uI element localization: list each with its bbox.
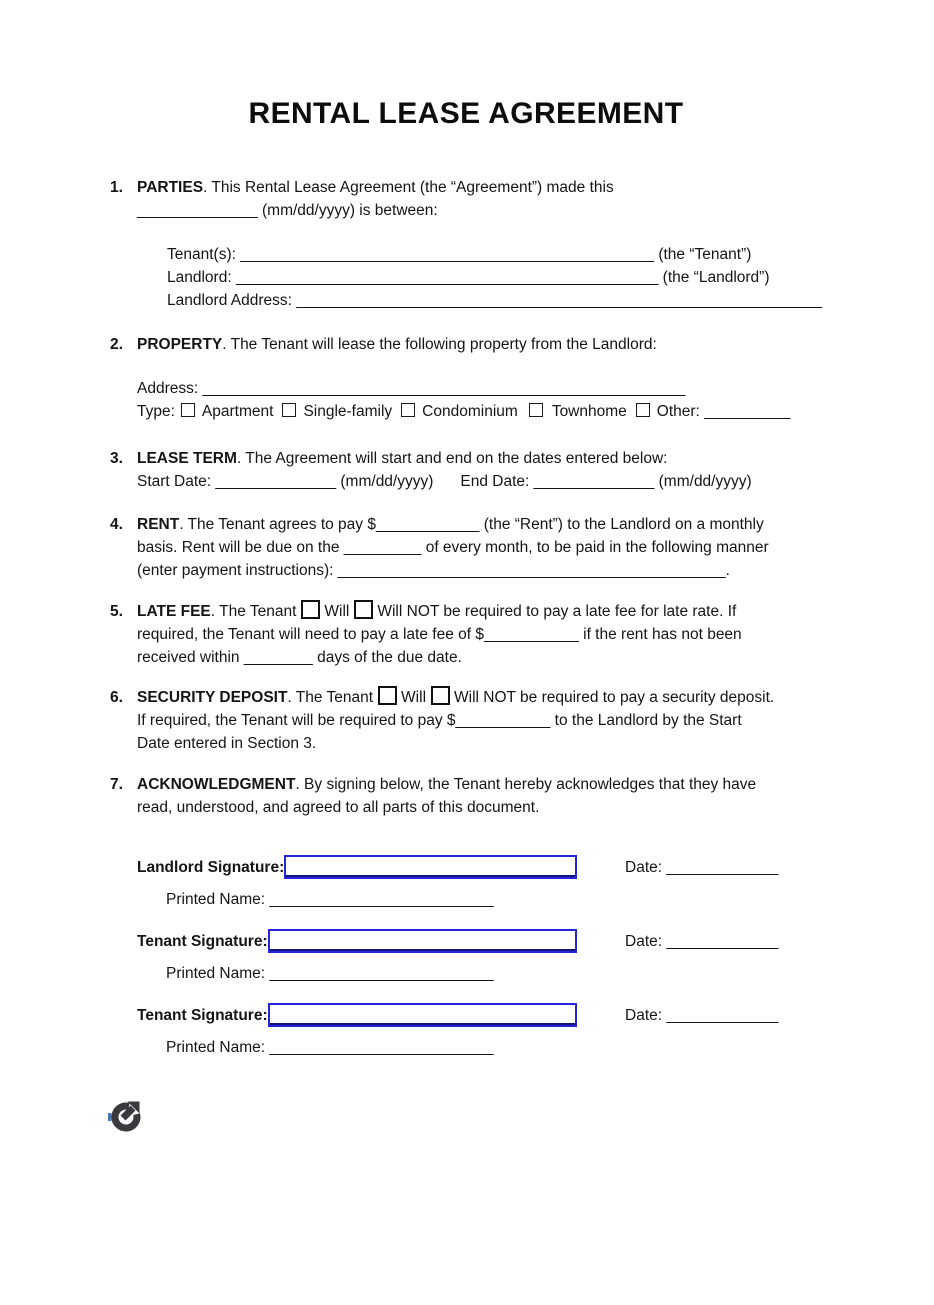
printed-name-label: Printed Name: [166, 965, 270, 982]
printed-name-blank: __________________________ [269, 891, 494, 908]
landlord-address-blank: _____________________________________________________________ [296, 292, 823, 309]
tenant-label: Tenant(s): [167, 246, 241, 263]
checkbox-townhome[interactable] [529, 403, 543, 417]
section-number: 3. [110, 450, 123, 467]
section-text: . The Agreement will start and end on the dates entered below: [236, 450, 668, 467]
end-date-label: End Date: [460, 473, 534, 490]
section-text: (the “Rent”) to the Landlord on a monthly [479, 516, 764, 533]
signature-left-group [137, 929, 577, 953]
tenant-signature-row-2 [137, 1003, 822, 1027]
security-deposit-line-3 [137, 732, 822, 755]
section-text: . The Tenant will lease the following property from the Landlord: [222, 336, 657, 353]
payment-instructions-blank: _____________________________________________ [337, 562, 726, 579]
footer [108, 1099, 822, 1139]
other-label: Other: [656, 403, 705, 420]
section-parties [110, 176, 822, 312]
rent-due-day-blank: _________ [343, 539, 422, 556]
tenant-name-blank: ________________________________________________ [240, 246, 655, 263]
section-text: . [725, 562, 730, 579]
tenant-signature-label: Tenant Signature: [137, 932, 268, 950]
security-deposit-line-1 [137, 686, 822, 709]
section-number: 7. [110, 776, 123, 793]
will-label: Will [324, 603, 350, 620]
checkbox-apartment[interactable] [181, 403, 195, 417]
section-heading: LATE FEE [137, 603, 211, 620]
checkbox-late-fee-will-not[interactable] [354, 600, 373, 619]
landlord-label: Landlord: [167, 269, 236, 286]
checkbox-deposit-will[interactable] [378, 686, 397, 705]
date-format-hint: (mm/dd/yyyy) [336, 473, 434, 490]
section-rent [110, 513, 822, 582]
start-date-label: Start Date: [137, 473, 216, 490]
late-fee-line-1 [137, 600, 822, 623]
checkbox-single-family[interactable] [282, 403, 296, 417]
section-heading: ACKNOWLEDGMENT [137, 776, 296, 793]
landlord-paren: (the “Landlord”) [658, 269, 770, 286]
section-text: . The Tenant [210, 603, 297, 620]
tenant-printed-name-line-1 [166, 962, 822, 985]
printed-name-blank: __________________________ [269, 965, 494, 982]
circular-arrow-logo-icon [108, 1099, 142, 1135]
tenant-printed-name-line-2 [166, 1036, 822, 1059]
section-text: days of the due date. [312, 649, 462, 666]
property-type-line [137, 400, 822, 423]
signature-date-group [625, 930, 778, 953]
tenant-line [167, 243, 822, 266]
landlord-name-blank: _________________________________________________ [235, 269, 659, 286]
parties-fields [167, 243, 822, 312]
section-security-deposit [110, 686, 822, 755]
acknowledgment-line-1 [137, 773, 822, 796]
landlord-printed-name-line [166, 888, 822, 911]
address-blank: ________________________________________________________ [202, 380, 686, 397]
section-text: received within [137, 649, 244, 666]
late-fee-line-2 [137, 623, 822, 646]
signature-date-group [625, 856, 778, 879]
rent-amount-blank: ____________ [375, 516, 480, 533]
parties-date-line [137, 199, 822, 222]
section-property [110, 333, 822, 423]
late-fee-line-3 [137, 646, 822, 669]
landlord-address-label: Landlord Address: [167, 292, 297, 309]
landlord-signature-field[interactable] [284, 855, 577, 879]
type-option-label: Townhome [551, 403, 627, 420]
checkbox-condominium[interactable] [401, 403, 415, 417]
section-text: If required, the Tenant will be required to pay $ [137, 712, 456, 729]
security-deposit-line-2 [137, 709, 822, 732]
section-text: . By signing below, the Tenant hereby acknowledges that they have [295, 776, 757, 793]
signature-left-group [137, 855, 577, 879]
grace-days-blank: ________ [243, 649, 313, 666]
section-number: 5. [110, 603, 123, 620]
property-intro-line [137, 333, 822, 356]
section-text: Date entered in Section 3. [137, 735, 317, 752]
section-lease-term [110, 447, 822, 493]
section-heading: PROPERTY [137, 336, 223, 353]
date-blank: _____________ [666, 858, 779, 876]
address-label: Address: [137, 380, 203, 397]
will-label: Will [401, 689, 427, 706]
section-late-fee [110, 600, 822, 669]
checkbox-deposit-will-not[interactable] [431, 686, 450, 705]
section-text: basis. Rent will be due on the [137, 539, 344, 556]
section-heading: SECURITY DEPOSIT [137, 689, 288, 706]
end-date-blank: ______________ [533, 473, 655, 490]
landlord-signature-row [137, 855, 822, 879]
section-text: . The Tenant agrees to pay $ [179, 516, 376, 533]
signature-date-group [625, 1004, 778, 1027]
section-number: 2. [110, 336, 123, 353]
lease-dates-line [137, 470, 822, 493]
section-heading: RENT [137, 516, 180, 533]
agreement-date-blank: ______________ [137, 202, 258, 219]
rent-line-2 [137, 536, 822, 559]
section-text: Will NOT be required to pay a late fee for late rate. If [377, 603, 737, 620]
section-heading: PARTIES [137, 179, 204, 196]
section-text: (enter payment instructions): [137, 562, 338, 579]
date-blank: _____________ [666, 932, 779, 950]
date-format-hint: (mm/dd/yyyy) [654, 473, 752, 490]
signature-left-group [137, 1003, 577, 1027]
date-label: Date: [625, 858, 667, 876]
deposit-amount-blank: ___________ [455, 712, 551, 729]
tenant-signature-row-1 [137, 929, 822, 953]
section-number: 6. [110, 689, 123, 706]
section-number: 4. [110, 516, 123, 533]
printed-name-label: Printed Name: [166, 891, 270, 908]
other-type-blank: __________ [704, 403, 791, 420]
acknowledgment-line-2 [137, 796, 822, 819]
document-title: RENTAL LEASE AGREEMENT [248, 97, 684, 130]
tenant-signature-field-1[interactable] [268, 929, 577, 953]
landlord-line [167, 266, 822, 289]
section-text: . This Rental Lease Agreement (the “Agreement”) made this [203, 179, 614, 196]
checkbox-other[interactable] [636, 403, 650, 417]
parties-intro-line [137, 176, 822, 199]
section-number: 1. [110, 179, 123, 196]
tenant-signature-label: Tenant Signature: [137, 1006, 268, 1024]
section-text: . The Tenant [287, 689, 374, 706]
section-heading: LEASE TERM [137, 450, 237, 467]
landlord-signature-label: Landlord Signature: [137, 858, 285, 876]
section-text: required, the Tenant will need to pay a late fee of $ [137, 626, 484, 643]
section-text: Will NOT be required to pay a security deposit. [454, 689, 775, 706]
section-text: (mm/dd/yyyy) is between: [257, 202, 438, 219]
lease-term-intro-line [137, 447, 822, 470]
document-page [0, 96, 934, 1139]
checkbox-late-fee-will[interactable] [301, 600, 320, 619]
date-label: Date: [625, 932, 667, 950]
date-label: Date: [625, 1006, 667, 1024]
section-acknowledgment [110, 773, 822, 819]
type-option-label: Apartment [201, 403, 274, 420]
rent-line-1 [137, 513, 822, 536]
date-blank: _____________ [666, 1006, 779, 1024]
late-fee-amount-blank: ___________ [483, 626, 579, 643]
section-text: to the Landlord by the Start [550, 712, 742, 729]
printed-name-blank: __________________________ [269, 1039, 494, 1056]
section-text: read, understood, and agreed to all parts of this document. [137, 799, 540, 816]
tenant-paren: (the “Tenant”) [654, 246, 752, 263]
rent-line-3 [137, 559, 822, 582]
section-text: if the rent has not been [578, 626, 742, 643]
printed-name-label: Printed Name: [166, 1039, 270, 1056]
type-label: Type: [137, 403, 175, 420]
type-option-label: Condominium [422, 403, 518, 420]
landlord-address-line [167, 289, 822, 312]
property-address-line [137, 377, 822, 400]
signature-block [137, 855, 822, 1059]
tenant-signature-field-2[interactable] [268, 1003, 577, 1027]
section-text: of every month, to be paid in the following manner [421, 539, 769, 556]
type-option-label: Single-family [303, 403, 393, 420]
start-date-blank: ______________ [215, 473, 337, 490]
